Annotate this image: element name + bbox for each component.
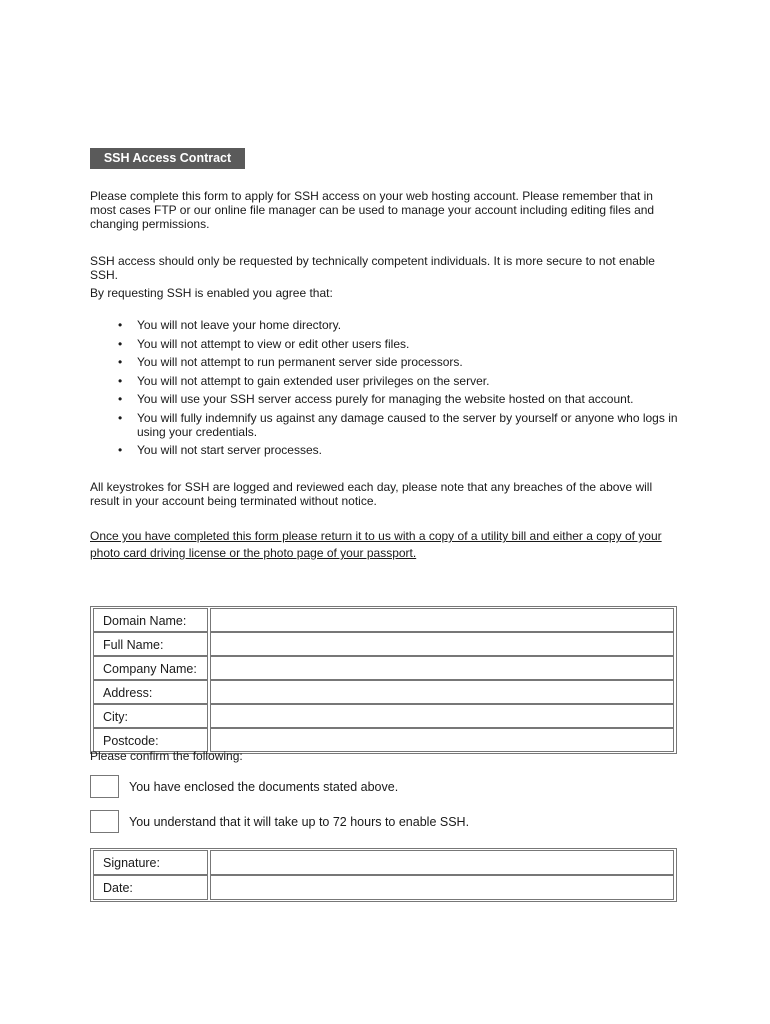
agreement-lead: By requesting SSH is enabled you agree that: xyxy=(90,286,333,300)
bullet-icon: • xyxy=(118,355,123,369)
applicant-details-table xyxy=(90,606,677,754)
city-field[interactable] xyxy=(210,704,674,728)
timeframe-understood-label: You understand that it will take up to 72 hours to enable SSH. xyxy=(129,815,470,829)
list-item xyxy=(118,392,688,406)
bullet-icon: • xyxy=(118,373,123,388)
table-row xyxy=(93,680,674,704)
bullet-icon: • xyxy=(118,410,123,425)
bullet-icon: • xyxy=(118,443,123,457)
signature-table xyxy=(90,848,677,902)
table-row xyxy=(93,608,674,632)
bullet-icon: • xyxy=(118,336,123,351)
rule-text: You will not start server processes. xyxy=(137,443,322,457)
rule-text: You will not attempt to gain extended user privileges on the server. xyxy=(137,373,490,388)
documents-enclosed-checkbox[interactable] xyxy=(90,775,119,798)
table-row xyxy=(93,632,674,656)
rule-text: You will not attempt to view or edit other users files. xyxy=(137,336,410,351)
table-row xyxy=(93,850,674,875)
list-item xyxy=(118,443,688,457)
confirm-lead: Please confirm the following: xyxy=(90,749,243,763)
list-item xyxy=(118,411,688,439)
timeframe-understood-checkbox[interactable] xyxy=(90,810,119,833)
domain-name-label: Domain Name: xyxy=(93,608,208,632)
full-name-label: Full Name: xyxy=(93,632,208,656)
rule-text: You will not leave your home directory. xyxy=(137,318,342,332)
date-field[interactable] xyxy=(210,875,674,900)
list-item xyxy=(118,318,688,332)
domain-name-field[interactable] xyxy=(210,608,674,632)
signature-field[interactable] xyxy=(210,850,674,875)
rule-text: You will not attempt to run permanent server side processors. xyxy=(137,355,463,369)
full-name-field[interactable] xyxy=(210,632,674,656)
page-title: SSH Access Contract xyxy=(90,148,245,169)
competence-notice: SSH access should only be requested by technically competent individuals. It is more secure to not enable SSH. xyxy=(90,254,655,282)
rules-list xyxy=(118,318,688,462)
rule-text: You will use your SSH server access purely for managing the website hosted on that account. xyxy=(137,392,634,406)
bullet-icon: • xyxy=(118,392,123,406)
list-item xyxy=(118,374,688,388)
list-item xyxy=(118,337,688,351)
table-row xyxy=(93,656,674,680)
postcode-label: Postcode: xyxy=(93,728,208,752)
rule-text: You will fully indemnify us against any damage caused to the server by yourself or anyone who logs in using your credentials. xyxy=(137,410,678,439)
city-label: City: xyxy=(93,704,208,728)
address-field[interactable] xyxy=(210,680,674,704)
date-label: Date: xyxy=(93,875,208,900)
bullet-icon: • xyxy=(118,318,123,332)
table-row xyxy=(93,875,674,900)
list-item xyxy=(118,355,688,369)
documents-enclosed-label: You have enclosed the documents stated above. xyxy=(129,780,399,794)
company-name-label: Company Name: xyxy=(93,656,208,680)
table-row xyxy=(93,704,674,728)
intro-paragraph: Please complete this form to apply for SSH access on your web hosting account. Please remember that in most cases FTP or our online file manager can be used to manage your account including editing files and changing permissions. xyxy=(90,189,655,231)
return-instructions: Once you have completed this form please return it to us with a copy of a utility bill and either a copy of your photo card driving license or the photo page of your passport. xyxy=(90,529,662,560)
company-name-field[interactable] xyxy=(210,656,674,680)
signature-label: Signature: xyxy=(93,850,208,875)
logging-notice: All keystrokes for SSH are logged and reviewed each day, please note that any breaches of the above will result in your account being terminated without notice. xyxy=(90,480,653,508)
address-label: Address: xyxy=(93,680,208,704)
